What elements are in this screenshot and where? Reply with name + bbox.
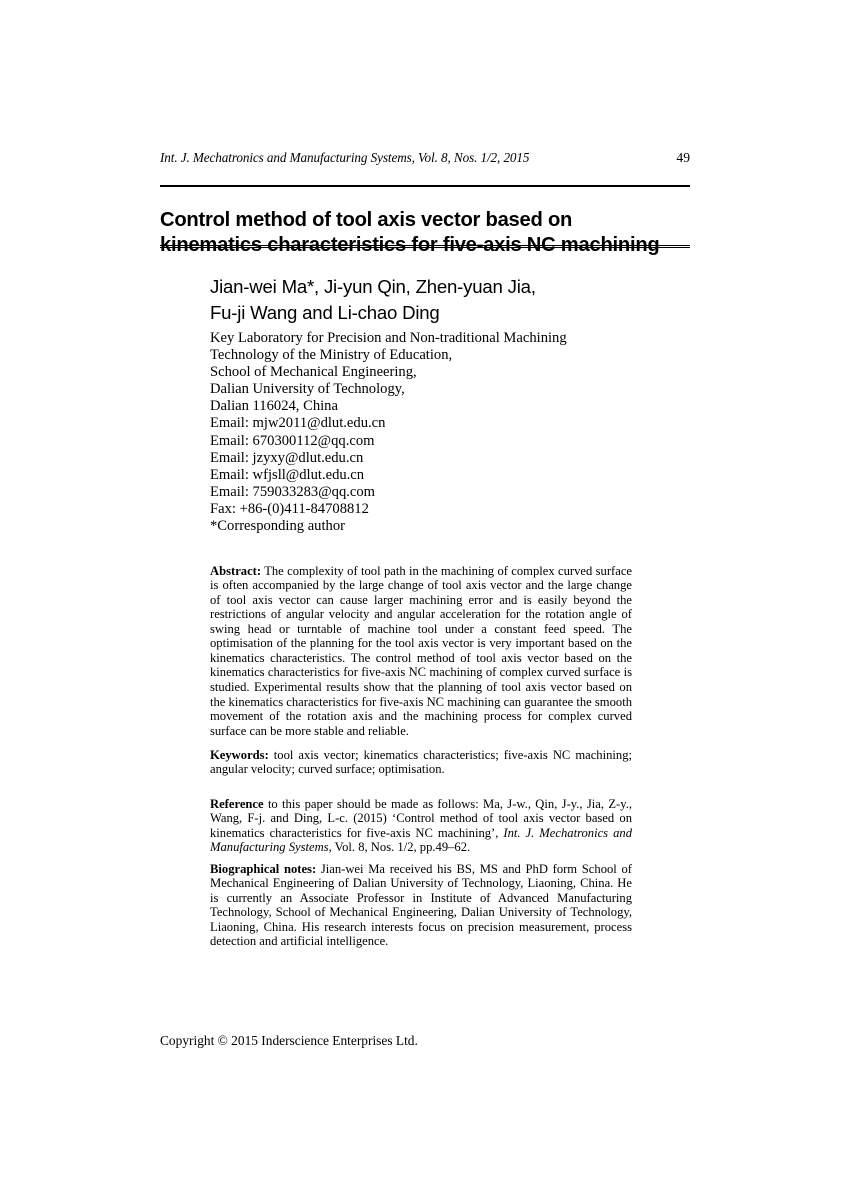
copyright-footer: Copyright © 2015 Inderscience Enterprises Ltd. — [160, 1033, 418, 1048]
reference-text-lead: to this paper should be made as follows: Ma, J-w., Qin, J-y., Jia, Z-y., Wang, F-j. and Ding, L-c. (2015) ‘Control method of tool axis vector based on kinematics characteristics for five-axis NC machining’, — [210, 796, 632, 840]
email-line-1: Email: mjw2011@dlut.edu.cn — [210, 415, 386, 432]
author-list — [210, 274, 650, 326]
header-rule-bottom — [160, 245, 690, 248]
affiliation-line-1: Key Laboratory for Precision and Non-traditional Machining — [210, 330, 567, 346]
biography-section — [210, 862, 632, 949]
affiliation-line-5: Dalian 116024, China — [210, 398, 338, 415]
affiliation-line-2: Technology of the Ministry of Education, — [210, 347, 453, 364]
page-title-line-2: kinematics characteristics for five-axis NC machining — [160, 234, 660, 257]
abstract-section — [210, 564, 632, 739]
affiliation-line-3: School of Mechanical Engineering, — [210, 364, 417, 381]
biography-label: Biographical notes: — [210, 861, 317, 876]
reference-text-tail: , Vol. 8, Nos. 1/2, pp.49–62. — [328, 840, 471, 855]
corresponding-author-note: *Corresponding author — [210, 518, 345, 535]
keywords-text: tool axis vector; kinematics characteristics; five-axis NC machining; angular velocity; curved surface; optimisation. — [210, 747, 632, 777]
fax-line: Fax: +86-(0)411-84708812 — [210, 500, 369, 517]
email-line-2: Email: 670300112@qq.com — [210, 432, 375, 449]
email-line-4: Email: wfjsll@dlut.edu.cn — [210, 466, 365, 483]
email-line-5: Email: 759033283@qq.com — [210, 483, 376, 500]
reference-label: Reference — [210, 796, 264, 811]
reference-journal-name: Int. J. Mechatronics and Manufacturing Systems — [210, 825, 632, 855]
running-head — [160, 150, 690, 166]
reference-section — [210, 797, 632, 855]
abstract-text: The complexity of tool path in the machining of complex curved surface is often accompanied by the large change of tool axis vector and the large change of tool axis vector can cause larger machining error and is easily beyond the restrictions of angular velocity and angular acceleration for the rotation angle of swing head or turntable of machine tool under a constant feed speed. The optimisation of the planning for the tool axis vector is very important based on the kinematics characteristics. The control method of tool axis vector based on the kinematics characteristics for five-axis NC machining of complex curved surface is studied. Experimental results show that the planning of tool axis vector based on the kinematics characteristics for five-axis NC machining can guarantee the smooth movement of the rotation axis and the machining process for complex curved surface can be more stable and reliable. — [210, 563, 632, 738]
page-title-line-1: Control method of tool axis vector based on — [160, 208, 573, 231]
author-line-1: Jian-wei Ma*, Ji-yun Qin, Zhen-yuan Jia, — [210, 276, 536, 297]
keywords-section — [210, 748, 632, 777]
affiliation-block — [210, 330, 630, 535]
affiliation-line-4: Dalian University of Technology, — [210, 381, 405, 398]
page-title — [160, 208, 700, 259]
biography-text: Jian-wei Ma received his BS, MS and PhD form School of Mechanical Engineering of Dalian University of Technology, Liaoning, China. He is currently an Associate Professor in Institute of Advanced Manufacturing Technology, School of Mechanical Engineering, Dalian University of Technology, Liaoning, China. His research interests focus on precision measurement, process detection and artificial intelligence. — [210, 861, 632, 949]
keywords-label: Keywords: — [210, 747, 269, 762]
author-line-2: Fu-ji Wang and Li-chao Ding — [210, 302, 440, 323]
running-head-journal: Int. J. Mechatronics and Manufacturing Systems, Vol. 8, Nos. 1/2, 2015 — [160, 150, 530, 165]
abstract-label: Abstract: — [210, 563, 262, 578]
email-line-3: Email: jzyxy@dlut.edu.cn — [210, 449, 364, 466]
page-number: 49 — [676, 150, 690, 165]
header-rule-top — [160, 185, 690, 187]
